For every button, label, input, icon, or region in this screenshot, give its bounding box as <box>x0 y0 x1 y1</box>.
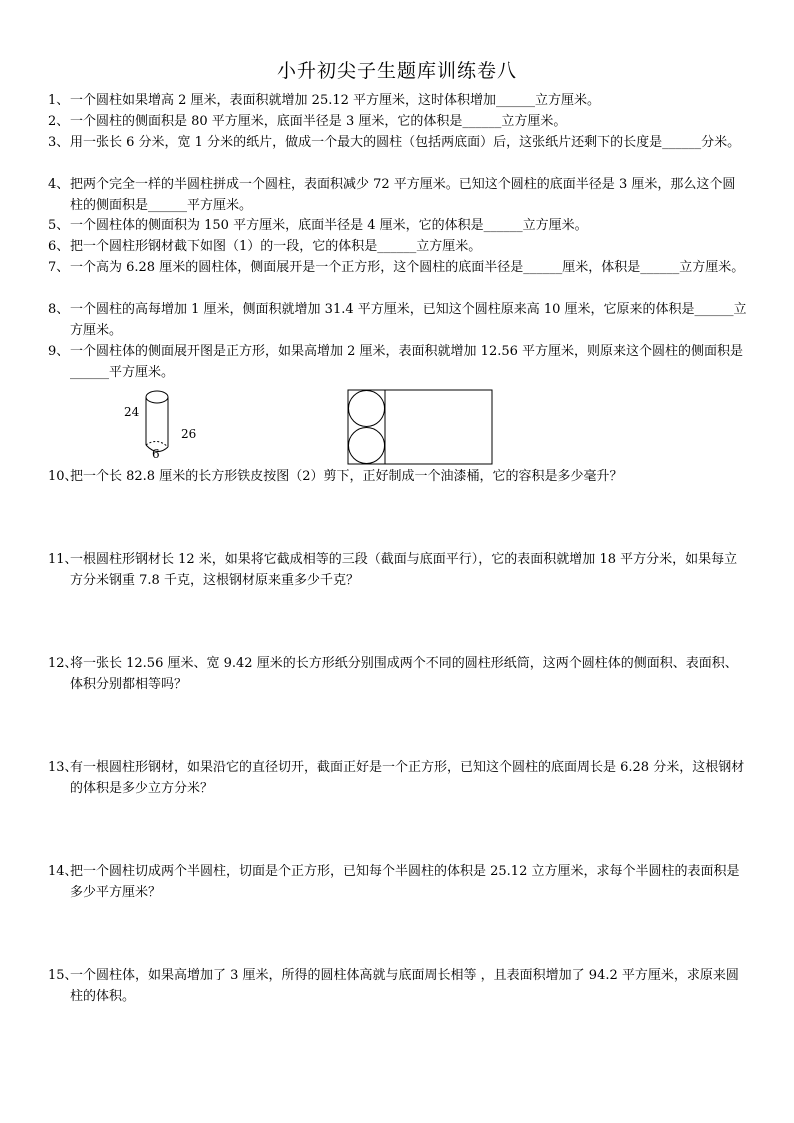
question-number: 10、 <box>48 469 78 484</box>
question-number: 5、 <box>48 218 70 233</box>
question-text: 一个圆柱体的侧面展开图是正方形，如果高增加 2 厘米，表面积就增加 12.56 平方厘米，则原来这个圆柱的侧面积是______平方厘米。 <box>70 344 744 380</box>
question-text: 一个圆柱的高每增加 1 厘米，侧面积就增加 31.4 平方厘米，已知这个圆柱原来高 10 厘米，它原来的体积是______立方厘米。 <box>70 302 747 338</box>
question-text: 一个圆柱如果增高 2 厘米，表面积就增加 25.12 平方厘米，这时体积增加______立方厘米。 <box>70 93 601 108</box>
question-text: 一个圆柱体，如果高增加了 3 厘米，所得的圆柱体高就与底面周长相等 ，且表面积增加了 94.2 平方厘米，求原来圆柱的体积。 <box>70 968 739 1004</box>
question-text: 将一张长 12.56 厘米、宽 9.42 厘米的长方形纸分别围成两个不同的圆柱形纸筒，这两个圆柱体的侧面积、表面积、体积分别都相等吗？ <box>70 656 738 692</box>
question-number: 6、 <box>48 239 70 254</box>
question-number: 8、 <box>48 302 70 317</box>
question-13 <box>48 757 748 799</box>
question-text: 一根圆柱形钢材长 12 米，如果将它截成相等的三段（截面与底面平行），它的表面积就增加 18 平方分米，如果每立方分米钢重 7.8 千克，这根钢材原来重多少千克？ <box>70 552 738 588</box>
question-number: 7、 <box>48 260 70 275</box>
question-number: 15、 <box>48 968 78 983</box>
question-number: 3、 <box>48 135 70 150</box>
question-12 <box>48 653 748 695</box>
question-3 <box>48 132 748 153</box>
question-text: 一个圆柱体的侧面积为 150 平方厘米，底面半径是 4 厘米，它的体积是______立方厘米。 <box>70 218 588 233</box>
label-height-left: 24 <box>124 405 140 419</box>
circle-top <box>349 391 385 427</box>
question-10 <box>48 466 748 487</box>
question-text: 把一个圆柱形钢材截下如图（1）的一段，它的体积是______立方厘米。 <box>70 239 482 254</box>
question-7 <box>48 257 748 278</box>
question-number: 13、 <box>48 760 78 775</box>
question-number: 9、 <box>48 344 70 359</box>
question-text: 一个高为 6.28 厘米的圆柱体，侧面展开是一个正方形，这个圆柱的底面半径是______厘米，体积是______立方厘米。 <box>70 260 745 275</box>
question-14 <box>48 861 748 903</box>
question-15 <box>48 965 748 1007</box>
question-9 <box>48 341 748 383</box>
question-5 <box>48 215 748 236</box>
sheet-rectangle <box>348 390 492 464</box>
question-number: 4、 <box>48 177 70 192</box>
question-text: 把一个长 82.8 厘米的长方形铁皮按图（2）剪下，正好制成一个油漆桶，它的容积是多少毫升？ <box>70 469 623 484</box>
figure-2-sheet <box>345 387 497 467</box>
label-diameter: 6 <box>152 447 160 461</box>
question-text: 有一根圆柱形钢材，如果沿它的直径切开，截面正好是一个正方形，已知这个圆柱的底面周长是 6.28 分米，这根钢材的体积是多少立方分米？ <box>70 760 745 796</box>
question-4 <box>48 174 748 216</box>
figure-1-cylinder <box>118 385 208 465</box>
page-title: 小升初尖子生题库训练卷八 <box>276 60 517 82</box>
circle-bottom <box>349 428 385 464</box>
question-1 <box>48 90 748 111</box>
question-number: 2、 <box>48 114 70 129</box>
label-height-right: 26 <box>181 427 197 441</box>
question-number: 14、 <box>48 864 78 879</box>
question-number: 12、 <box>48 656 78 671</box>
question-number: 1、 <box>48 93 70 108</box>
question-text: 用一张长 6 分米，宽 1 分米的纸片，做成一个最大的圆柱（包括两底面）后，这张纸片还剩下的长度是______分米。 <box>70 135 741 150</box>
cylinder-top-ellipse <box>146 391 168 403</box>
question-text: 一个圆柱的侧面积是 80 平方厘米，底面半径是 3 厘米，它的体积是______立方厘米。 <box>70 114 567 129</box>
question-text: 把两个完全一样的半圆柱拼成一个圆柱，表面积减少 72 平方厘米。已知这个圆柱的底面半径是 3 厘米，那么这个圆柱的侧面积是______平方厘米。 <box>70 177 736 213</box>
question-8 <box>48 299 748 341</box>
question-text: 把一个圆柱切成两个半圆柱，切面是个正方形，已知每个半圆柱的体积是 25.12 立方厘米，求每个半圆柱的表面积是多少平方厘米？ <box>70 864 740 900</box>
question-11 <box>48 549 748 591</box>
question-number: 11、 <box>48 552 78 567</box>
question-6 <box>48 236 748 257</box>
question-2 <box>48 111 748 132</box>
